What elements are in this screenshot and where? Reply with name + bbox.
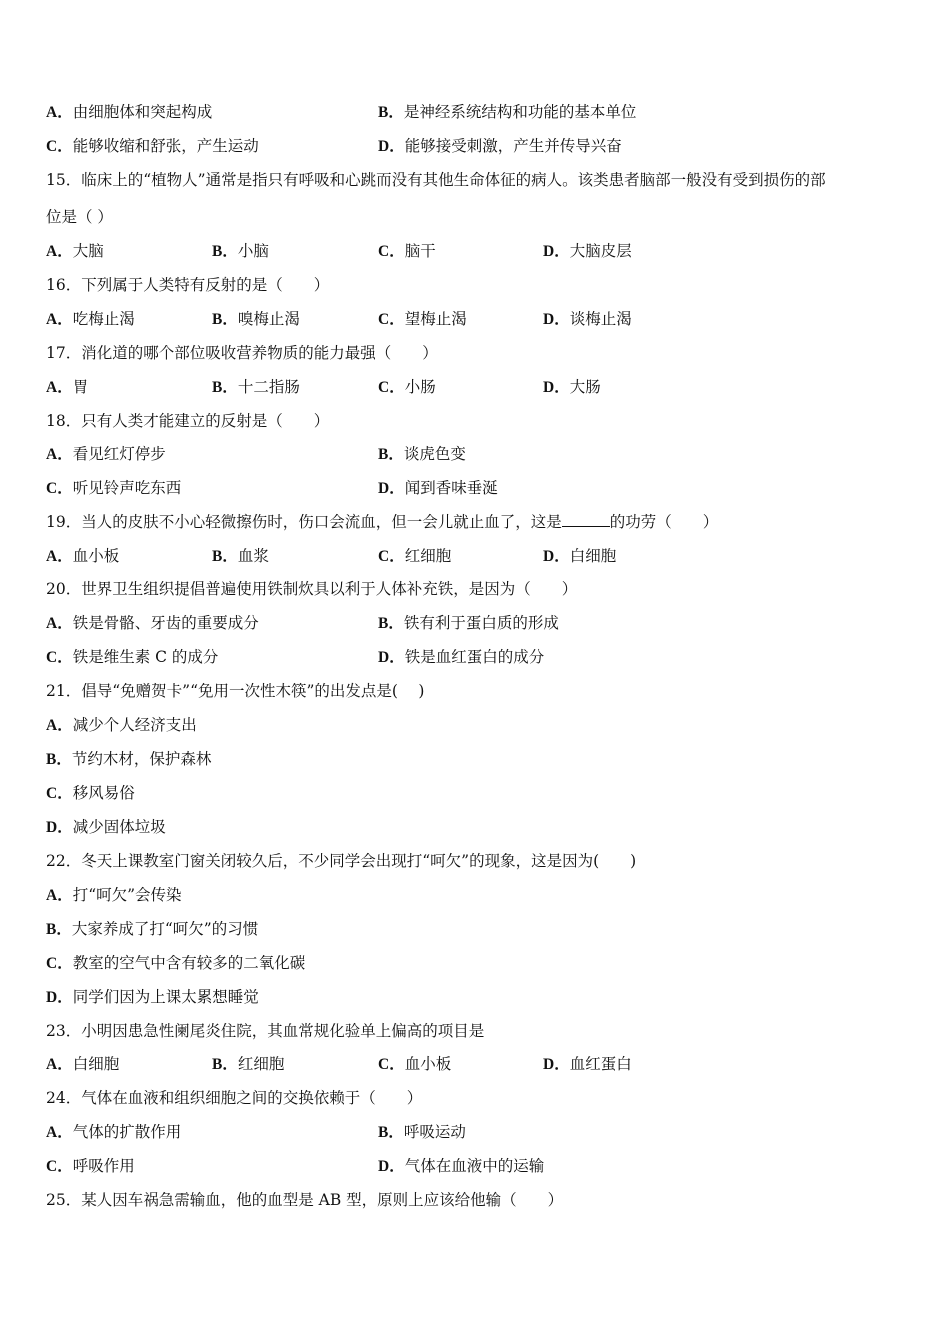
question-21-stem: 21．倡导“免赠贺卡”“免用一次性木筷”的出发点是( ) (46, 682, 425, 700)
q19-option-d (543, 546, 616, 567)
q21-option-b (46, 749, 211, 770)
option-label: A． (46, 1124, 73, 1141)
option-label: B． (212, 379, 238, 396)
q20-option-b (378, 613, 559, 634)
option-label: C． (378, 311, 405, 328)
option-label: B． (378, 615, 404, 632)
question-15-stem-cont: 位是（ ） (46, 208, 113, 226)
option-b (378, 102, 636, 123)
option-label: B． (378, 104, 404, 121)
stem-text-end: 的功劳（ ） (609, 513, 719, 531)
option-label: C． (378, 548, 405, 565)
q15-option-b (212, 241, 269, 262)
question-20-stem: 20．世界卫生组织提倡普遍使用铁制炊具以利于人体补充铁，是因为（ ） (46, 580, 578, 598)
q15-option-c (378, 241, 436, 262)
option-label: C． (378, 379, 405, 396)
option-text: 呼吸作用 (72, 1157, 135, 1175)
option-label: A． (46, 243, 73, 260)
q22-option-b (46, 919, 258, 940)
option-label: D． (543, 1056, 570, 1073)
option-text: 看见红灯停步 (72, 445, 166, 463)
option-a (46, 102, 212, 123)
option-label: D． (543, 311, 570, 328)
option-text: 血小板 (404, 1055, 452, 1073)
option-label: C． (46, 138, 73, 155)
option-text: 嗅梅止渴 (237, 310, 300, 328)
option-label: A． (46, 104, 73, 121)
option-label: D． (543, 548, 570, 565)
option-text: 白细胞 (569, 547, 617, 565)
question-25-stem: 25．某人因车祸急需输血，他的血型是 AB 型，原则上应该给他输（ ） (46, 1191, 564, 1209)
option-text: 血小板 (72, 547, 120, 565)
option-label: D． (378, 480, 405, 497)
option-text: 由细胞体和突起构成 (72, 103, 213, 121)
option-label: A． (46, 379, 73, 396)
q18-option-c (46, 478, 181, 499)
option-label: A． (46, 548, 73, 565)
option-d (378, 136, 622, 157)
option-text: 大家养成了打“呵欠”的习惯 (71, 920, 259, 938)
option-text: 能够接受刺激，产生并传导兴奋 (404, 137, 622, 155)
question-16-stem: 16．下列属于人类特有反射的是（ ） (46, 276, 330, 294)
option-text: 血红蛋白 (569, 1055, 632, 1073)
option-text: 血浆 (237, 547, 269, 565)
option-text: 大脑皮层 (569, 242, 632, 260)
q23-option-a (46, 1054, 119, 1075)
option-label: B． (378, 1124, 404, 1141)
option-label: C． (46, 1158, 73, 1175)
option-text: 气体在血液中的运输 (404, 1157, 545, 1175)
option-label: D． (46, 819, 73, 836)
q19-option-b (212, 546, 269, 567)
option-text: 同学们因为上课太累想睡觉 (72, 988, 259, 1006)
option-text: 脑干 (404, 242, 436, 260)
option-text: 红细胞 (237, 1055, 285, 1073)
q22-option-a (46, 885, 182, 906)
option-label: D． (378, 649, 405, 666)
q22-option-c (46, 953, 305, 974)
option-text: 移风易俗 (72, 784, 135, 802)
q23-option-c (378, 1054, 451, 1075)
option-c (46, 136, 259, 157)
q16-option-a (46, 309, 135, 330)
q22-option-d (46, 987, 259, 1008)
option-text: 铁是血红蛋白的成分 (404, 648, 545, 666)
option-label: C． (46, 649, 73, 666)
option-text: 望梅止渴 (404, 310, 467, 328)
q18-option-b (378, 444, 466, 465)
option-label: D． (378, 1158, 405, 1175)
option-text: 大脑 (72, 242, 104, 260)
question-18-stem: 18．只有人类才能建立的反射是（ ） (46, 412, 330, 430)
option-label: A． (46, 887, 73, 904)
option-text: 大肠 (569, 378, 601, 396)
option-text: 能够收缩和舒张，产生运动 (72, 137, 259, 155)
stem-text: 19．当人的皮肤不小心轻微擦伤时，伤口会流血，但一会儿就止血了，这是 (46, 513, 562, 531)
option-text: 小肠 (404, 378, 436, 396)
q15-option-d (543, 241, 632, 262)
answer-blank (562, 512, 610, 527)
q17-option-d (543, 377, 601, 398)
question-24-stem: 24．气体在血液和组织细胞之间的交换依赖于（ ） (46, 1089, 423, 1107)
option-text: 听见铃声吃东西 (72, 479, 182, 497)
option-text: 减少固体垃圾 (72, 818, 166, 836)
q21-option-c (46, 783, 135, 804)
option-text: 气体的扩散作用 (72, 1123, 182, 1141)
question-19-stem (46, 512, 718, 532)
option-label: A． (46, 615, 73, 632)
option-text: 十二指肠 (237, 378, 300, 396)
option-text: 谈虎色变 (403, 445, 466, 463)
q21-option-a (46, 715, 197, 736)
q17-option-c (378, 377, 436, 398)
q20-option-c (46, 647, 218, 668)
question-22-stem: 22．冬天上课教室门窗关闭较久后，不少同学会出现打“呵欠”的现象，这是因为( ) (46, 852, 637, 870)
question-23-stem: 23．小明因患急性阑尾炎住院，其血常规化验单上偏高的项目是 (46, 1022, 485, 1040)
option-text: 谈梅止渴 (569, 310, 632, 328)
option-label: D． (378, 138, 405, 155)
option-label: C． (378, 1056, 405, 1073)
option-label: C． (46, 955, 73, 972)
q24-option-a (46, 1122, 181, 1143)
q18-option-a (46, 444, 166, 465)
q24-option-b (378, 1122, 466, 1143)
option-label: B． (46, 751, 72, 768)
option-label: B． (378, 446, 404, 463)
option-label: D． (543, 379, 570, 396)
option-label: C． (46, 785, 73, 802)
option-text: 节约木材，保护森林 (71, 750, 212, 768)
q15-option-a (46, 241, 104, 262)
q20-option-d (378, 647, 544, 668)
option-label: B． (212, 1056, 238, 1073)
option-label: A． (46, 446, 73, 463)
q24-option-c (46, 1156, 135, 1177)
q17-option-a (46, 377, 88, 398)
option-label: B． (212, 311, 238, 328)
option-label: A． (46, 311, 73, 328)
q16-option-b (212, 309, 300, 330)
q23-option-d (543, 1054, 632, 1075)
option-text: 闻到香味垂涎 (404, 479, 498, 497)
q19-option-c (378, 546, 451, 567)
q16-option-c (378, 309, 467, 330)
q20-option-a (46, 613, 259, 634)
question-17-stem: 17．消化道的哪个部位吸收营养物质的能力最强（ ） (46, 344, 438, 362)
q23-option-b (212, 1054, 284, 1075)
option-label: B． (212, 548, 238, 565)
option-label: D． (46, 989, 73, 1006)
option-text: 小脑 (237, 242, 269, 260)
option-text: 吃梅止渴 (72, 310, 135, 328)
option-label: A． (46, 1056, 73, 1073)
option-text: 是神经系统结构和功能的基本单位 (403, 103, 637, 121)
option-label: B． (212, 243, 238, 260)
q21-option-d (46, 817, 166, 838)
q19-option-a (46, 546, 119, 567)
option-text: 打“呵欠”会传染 (72, 886, 182, 904)
question-15-stem: 15．临床上的“植物人”通常是指只有呼吸和心跳而没有其他生命体征的病人。该类患者脑部一般没有受到损伤的部 (46, 171, 826, 189)
option-text: 胃 (72, 378, 89, 396)
option-text: 减少个人经济支出 (72, 716, 197, 734)
option-text: 白细胞 (72, 1055, 120, 1073)
option-label: D． (543, 243, 570, 260)
option-label: C． (378, 243, 405, 260)
option-text: 呼吸运动 (403, 1123, 466, 1141)
q17-option-b (212, 377, 300, 398)
option-text: 铁是骨骼、牙齿的重要成分 (72, 614, 259, 632)
option-label: A． (46, 717, 73, 734)
option-label: B． (46, 921, 72, 938)
option-text: 红细胞 (404, 547, 452, 565)
option-label: C． (46, 480, 73, 497)
q16-option-d (543, 309, 632, 330)
option-text: 铁是维生素 C 的成分 (72, 648, 219, 666)
q24-option-d (378, 1156, 544, 1177)
option-text: 教室的空气中含有较多的二氧化碳 (72, 954, 306, 972)
q18-option-d (378, 478, 498, 499)
option-text: 铁有利于蛋白质的形成 (403, 614, 559, 632)
